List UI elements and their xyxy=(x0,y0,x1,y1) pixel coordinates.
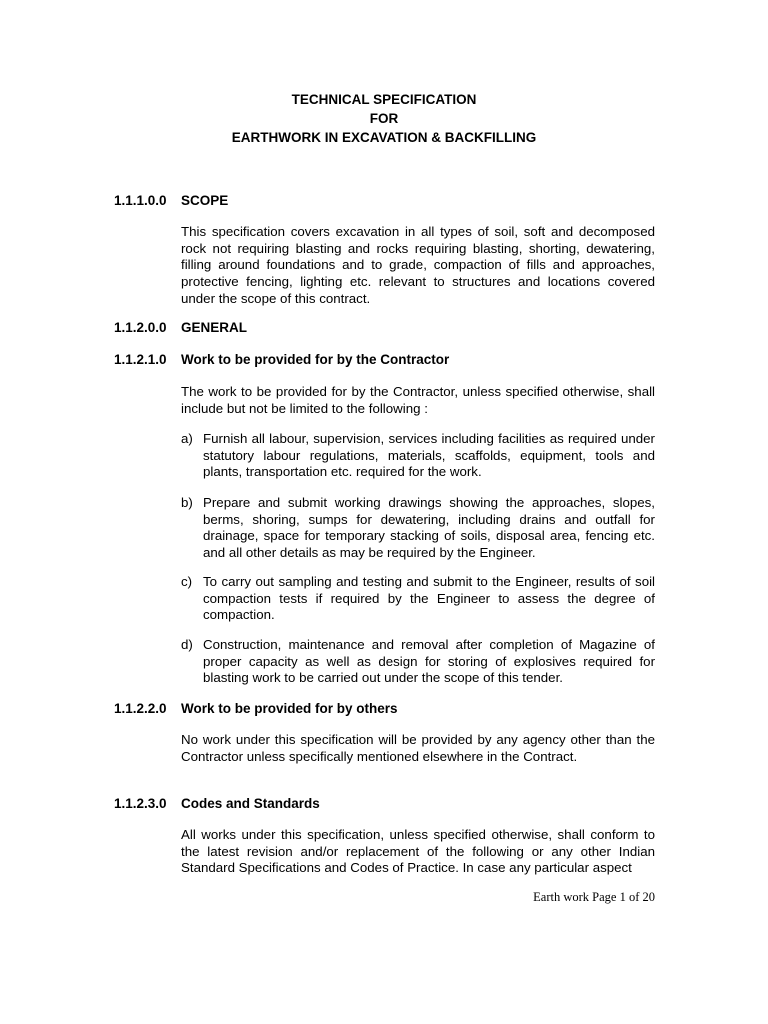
others-paragraph: No work under this specification will be provided by any agency other than the Contractor unless specifically mentioned elsewhere in the Contract. xyxy=(181,732,655,764)
list-item-label: c) xyxy=(181,574,193,589)
codes-paragraph: All works under this specification, unless specified otherwise, shall conform to the latest revision and/or replacement of the following or any other Indian Standard Specifications and Codes of Practice. In case any particular aspect xyxy=(181,827,655,876)
list-item xyxy=(181,431,655,481)
list-item xyxy=(181,574,655,624)
list-item-text: Construction, maintenance and removal after completion of Magazine of proper capacity as well as design for storing of explosives required for blasting work to be carried out under the scope of this tender. xyxy=(203,637,655,686)
section-title: Codes and Standards xyxy=(181,796,320,811)
title-line-1: TECHNICAL SPECIFICATION xyxy=(291,92,477,107)
list-item xyxy=(181,495,655,562)
section-title: SCOPE xyxy=(181,193,229,208)
section-heading-codes xyxy=(114,795,320,812)
list-item-label: d) xyxy=(181,637,193,652)
scope-paragraph: This specification covers excavation in all types of soil, soft and decomposed rock not requiring blasting and rocks requiring blasting, shorting, dewatering, filling around foundations and to grade, compaction of fills and approaches, protective fencing, lighting etc. relevant to structures and locations covered under the scope of this contract. xyxy=(181,224,655,306)
section-heading-scope xyxy=(114,192,228,209)
section-number: 1.1.1.0.0 xyxy=(114,193,167,208)
section-title: Work to be provided for by the Contractor xyxy=(181,352,450,367)
list-item-text: Prepare and submit working drawings showing the approaches, slopes, berms, shoring, sumps for dewatering, including drains and outfall for drainage, space for temporary stacking of soils, disposal area, fencing etc. and all other details as may be required by the Engineer. xyxy=(203,495,655,561)
page-footer: Earth work Page 1 of 20 xyxy=(533,890,655,904)
list-item-label: b) xyxy=(181,495,193,510)
document-title xyxy=(0,90,768,147)
section-number: 1.1.2.1.0 xyxy=(114,352,167,367)
list-item-text: To carry out sampling and testing and submit to the Engineer, results of soil compaction tests if required by the Engineer to assess the degree of compaction. xyxy=(203,574,655,623)
section-title: GENERAL xyxy=(181,320,248,335)
list-item-label: a) xyxy=(181,431,193,446)
list-item-text: Furnish all labour, supervision, services including facilities as required under statutory labour regulations, materials, scaffolds, equipment, tools and plants, transportation etc. required for the work. xyxy=(203,431,655,480)
section-number: 1.1.2.3.0 xyxy=(114,796,167,811)
section-heading-others xyxy=(114,700,398,717)
section-number: 1.1.2.0.0 xyxy=(114,320,167,335)
title-line-3: EARTHWORK IN EXCAVATION & BACKFILLING xyxy=(231,130,537,145)
section-number: 1.1.2.2.0 xyxy=(114,701,167,716)
list-item xyxy=(181,637,655,687)
section-heading-general xyxy=(114,319,247,336)
section-title: Work to be provided for by others xyxy=(181,701,398,716)
contractor-intro-paragraph: The work to be provided for by the Contractor, unless specified otherwise, shall include but not be limited to the following : xyxy=(181,384,655,416)
title-line-2: FOR xyxy=(369,111,399,126)
section-heading-contractor xyxy=(114,351,449,368)
